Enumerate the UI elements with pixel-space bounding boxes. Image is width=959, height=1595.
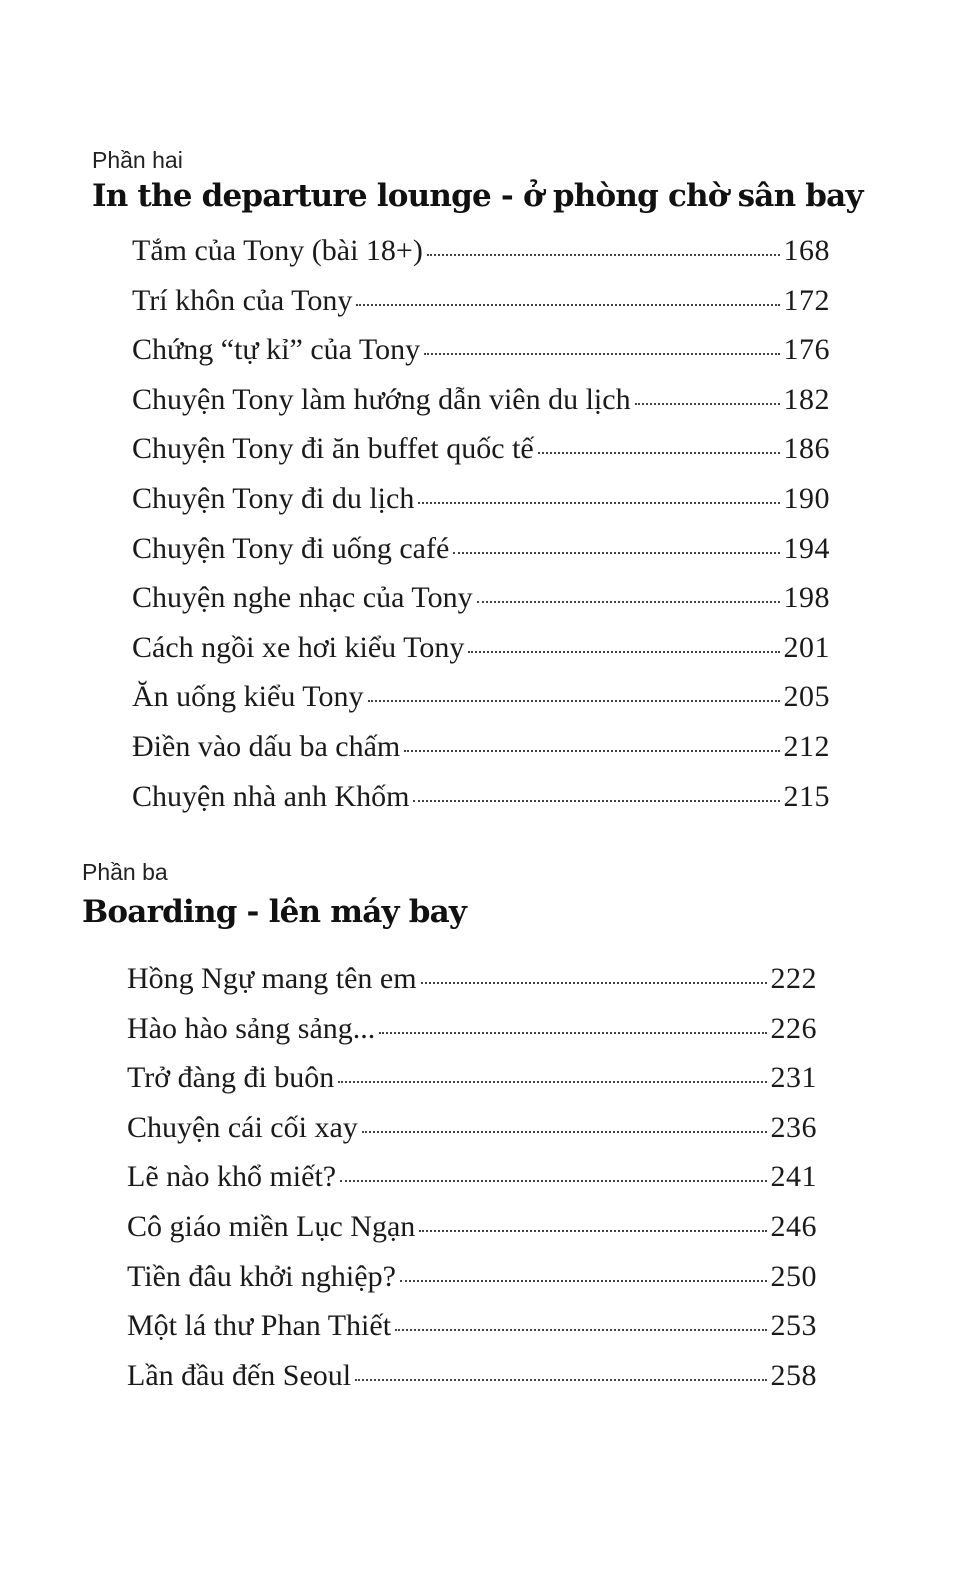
toc-entry bbox=[127, 954, 817, 1004]
dot-leader bbox=[400, 1280, 767, 1282]
entry-title: Chứng “tự kỉ” của Tony bbox=[132, 333, 421, 367]
page-number: 250 bbox=[770, 1259, 817, 1293]
entry-title: Một lá thư Phan Thiết bbox=[127, 1309, 392, 1343]
page-number: 246 bbox=[770, 1209, 817, 1243]
entry-title: Ăn uống kiểu Tony bbox=[132, 680, 364, 714]
entry-title: Chuyện Tony đi uống café bbox=[132, 531, 450, 565]
entry-title: Chuyện Tony làm hướng dẫn viên du lịch bbox=[132, 382, 631, 416]
part-title: In the departure lounge - ở phòng chờ sân bay bbox=[92, 178, 863, 214]
toc-entry bbox=[132, 524, 830, 574]
dot-leader bbox=[424, 353, 779, 355]
dot-leader bbox=[453, 552, 779, 554]
entry-title: Hồng Ngự mang tên em bbox=[127, 962, 417, 995]
toc-entry bbox=[127, 1152, 817, 1202]
toc-entry bbox=[127, 1351, 817, 1401]
toc-entry bbox=[132, 375, 830, 425]
part-two-section bbox=[92, 146, 863, 821]
page-number: 226 bbox=[770, 1011, 817, 1045]
dot-leader bbox=[356, 304, 779, 306]
entry-title: Trở đàng đi buôn bbox=[127, 1061, 335, 1095]
entry-title: Trí khôn của Tony bbox=[132, 283, 353, 317]
dot-leader bbox=[421, 982, 767, 984]
dot-leader bbox=[413, 800, 779, 802]
dot-leader bbox=[340, 1180, 766, 1182]
page-number: 168 bbox=[783, 234, 830, 267]
entry-title: Cô giáo miền Lục Ngạn bbox=[127, 1209, 416, 1243]
entry-title: Cách ngồi xe hơi kiểu Tony bbox=[132, 630, 465, 664]
part-label: Phần hai bbox=[92, 147, 183, 173]
page-number: 201 bbox=[783, 630, 830, 664]
dot-leader bbox=[368, 700, 780, 702]
dot-leader bbox=[355, 1379, 766, 1381]
toc-entry bbox=[127, 1004, 817, 1054]
entry-title: Chuyện cái cối xay bbox=[127, 1110, 358, 1144]
part-three-section bbox=[82, 858, 822, 1400]
entry-title: Chuyện Tony đi ăn buffet quốc tế bbox=[132, 432, 534, 466]
dot-leader bbox=[418, 502, 779, 504]
page-number: 176 bbox=[783, 333, 830, 367]
dot-leader bbox=[338, 1081, 766, 1083]
part-title: Boarding - lên máy bay bbox=[82, 894, 467, 930]
page-number: 198 bbox=[783, 581, 830, 615]
toc-entry bbox=[132, 722, 830, 772]
page-number: 186 bbox=[783, 432, 830, 466]
toc-entry bbox=[132, 424, 830, 474]
dot-leader bbox=[395, 1329, 766, 1331]
page-number: 182 bbox=[783, 382, 830, 416]
toc-entry bbox=[132, 226, 830, 276]
toc-list bbox=[132, 226, 830, 821]
entry-title: Điền vào dấu ba chấm bbox=[132, 729, 401, 763]
toc-entry bbox=[132, 623, 830, 673]
page-number: 222 bbox=[770, 962, 817, 995]
entry-title: Chuyện nghe nhạc của Tony bbox=[132, 581, 473, 615]
entry-title: Tiền đâu khởi nghiệp? bbox=[127, 1259, 396, 1293]
toc-entry bbox=[132, 325, 830, 375]
entry-title: Lẽ nào khổ miết? bbox=[127, 1160, 337, 1194]
entry-title: Tắm của Tony (bài 18+) bbox=[132, 234, 423, 267]
page-number: 258 bbox=[770, 1358, 817, 1392]
entry-title: Hào hào sảng sảng... bbox=[127, 1011, 376, 1045]
page-number: 212 bbox=[783, 729, 830, 763]
toc-entry bbox=[132, 672, 830, 722]
toc-entry bbox=[127, 1202, 817, 1252]
part-label: Phần ba bbox=[82, 859, 168, 885]
page-number: 231 bbox=[770, 1061, 817, 1095]
page-number: 253 bbox=[770, 1309, 817, 1343]
page-number: 236 bbox=[770, 1110, 817, 1144]
toc-entry bbox=[127, 1053, 817, 1103]
page-number: 205 bbox=[783, 680, 830, 714]
dot-leader bbox=[477, 601, 780, 603]
toc-list bbox=[127, 954, 817, 1400]
toc-entry bbox=[132, 474, 830, 524]
dot-leader bbox=[427, 254, 780, 256]
dot-leader bbox=[379, 1032, 766, 1034]
dot-leader bbox=[419, 1230, 766, 1232]
toc-entry bbox=[127, 1252, 817, 1302]
page-number: 215 bbox=[783, 779, 830, 813]
page-number: 194 bbox=[783, 531, 830, 565]
toc-entry bbox=[132, 276, 830, 326]
dot-leader bbox=[538, 452, 780, 454]
page-number: 241 bbox=[770, 1160, 817, 1194]
entry-title: Chuyện Tony đi du lịch bbox=[132, 481, 415, 515]
dot-leader bbox=[635, 403, 780, 405]
toc-entry bbox=[132, 573, 830, 623]
page-number: 172 bbox=[783, 283, 830, 317]
entry-title: Lần đầu đến Seoul bbox=[127, 1358, 352, 1392]
toc-entry bbox=[132, 772, 830, 822]
dot-leader bbox=[468, 651, 779, 653]
page-number: 190 bbox=[783, 481, 830, 515]
toc-entry bbox=[127, 1301, 817, 1351]
entry-title: Chuyện nhà anh Khốm bbox=[132, 779, 410, 813]
dot-leader bbox=[362, 1131, 767, 1133]
dot-leader bbox=[404, 750, 779, 752]
toc-entry bbox=[127, 1103, 817, 1153]
